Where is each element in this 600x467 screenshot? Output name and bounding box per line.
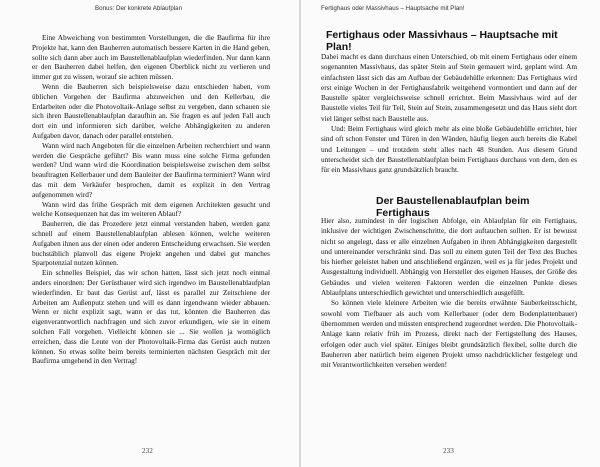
paragraph: Wenn die Bauherren sich beispielsweise dazu entschieden haben, vom üblichen Vorgehen der Baufirma abzuweichen und den Kellerbau, die Erdarbeiten oder die Photovoltaik-Anlage selbst zu vergeben, dann schauen sie sich ihren Baustellenablaufplan daraufhin an. Sie fragen es auf jeden Fall auch dort ein und informieren sich darüber, welche Abhängigkeiten zu anderen Aufgaben davor, danach oder parallel entstehen. bbox=[32, 81, 270, 140]
paragraph: Wann wird nach Angeboten für die einzelnen Arbeiten recherchiert und wann werden die Gespräche geführt? Bis wann muss eine solche Firma gefunden werden? Und wann wird die Koordination beispielsweise zwischen dem selbst beauftragten Kellerbauer und dem Bauleiter der Baufirma terminiert? Wann wird das mit dem Verkäufer besprochen, damit es explizit in den Vertrag aufgenommen wird? bbox=[32, 140, 270, 199]
paragraph: Dabei macht es dann durchaus einen Unterschied, ob mit einem Fertighaus oder einem sogenannten Massivhaus, das später Stein auf Stein gemauert wird, geplant wird. Am einfachsten lässt sich das am Aufbau der Gebäudehülle erkennen: Das Fertighaus wird erst einige Wochen in der Fertighausfabrik weitgehend vormontiert und dann auf der Baustelle später vergleichsweise schnell errichtet. Beim Massivhaus wird auf der Baustelle vieles Teil für Teil, Stein auf Stein, zusammengesetzt und das Haus sieht dort viel länger selbst nach Baustelle aus. bbox=[321, 52, 577, 123]
paragraph: Eine Abweichung von bestimmten Vorstellungen, die die Baufirma für ihre Projekte hat, kann den Bauherren automatisch bessere Karten in die Hand geben, sollte sich dann aber auch im Baustellenablaufplan wiederfinden. Nur dann kann er den Bauherren dabei helfen, den eigenen Überblick nicht zu verlieren und immer gut zu wissen, worauf sie achten müssen. bbox=[32, 33, 270, 82]
running-head-left: Bonus: Der konkrete Ablaufplan bbox=[95, 5, 183, 12]
right-body-text-2 bbox=[321, 216, 577, 370]
section-heading: Fertighaus oder Massivhaus – Hauptsache mit Plan! bbox=[326, 29, 558, 53]
right-page bbox=[301, 0, 600, 467]
paragraph: Und: Beim Fertighaus wird gleich mehr als eine bloße Gebäudehülle errichtet, hier sind oft schon Fenster und Türen in den Wänden, häufig liegen auch bereits die Kabel und Leitungen – und trotzdem steht alles nach 48 Stunden. Aus diesem Grund unterscheidet sich der Baustellenablaufplan beim Fertighaus durchaus von dem, den es für ein Massivhaus ganz grundsätzlich braucht. bbox=[321, 124, 577, 175]
paragraph: Wann wird das frühe Gespräch mit dem eigenen Architekten gesucht und welche Konsequenzen hat das im weiteren Ablauf? bbox=[32, 199, 270, 219]
paragraph: Bauherren, die das Prozedere jetzt einmal verstanden haben, werden ganz schnell auf einem Baustellenablaufplan ablesen können, welche weiteren Aufgaben ihnen aus der einen oder anderen Entscheidung erwachsen. Sie werden buchstäblich planvoll das eigene Projekt angehen und dabei gut manches Sparpotenzial nutzen können. bbox=[32, 219, 270, 268]
page-number-left: 232 bbox=[142, 446, 153, 455]
running-head-right: Fertighaus oder Massivhaus – Hauptsache mit Plan! bbox=[321, 5, 465, 12]
subsection-heading: Der Baustellenablaufplan beim Fertighaus bbox=[376, 195, 530, 219]
paragraph: Hier also, zumindest in der logischen Abfolge, ein Ablaufplan für ein Fertighaus, inklusive der wichtigen Zwischenschritte, die dort auftauchen sollten. Er ist bewusst nicht so angelegt, dass er alle einzelnen Aufgaben in ihren Abhängigkeiten dargestellt und untereinander verschränkt sind. Das soll zu einem guten Teil der Text des Buches bis hierher geleistet haben und anschließend ergänzen, weil es ja für jedes Projekt und Ausgestaltung individuell. Abhängig von Hersteller des eigenen Hauses, der Größe des Gebäudes und vielen weiteren Faktoren werden die einzelnen Punkte dieses Ablaufplans unterschiedlich gewichtet und unterschiedlich ausgefüllt. bbox=[321, 216, 577, 298]
left-page bbox=[0, 0, 299, 467]
paragraph: Ein schnelles Beispiel, das wir schon hatten, lässt sich jetzt noch einmal anders einordnen: Der Gerüstbauer wird sich irgendwo im Baustellenablaufplan wiederfinden. Er baut das Gerüst auf, lässt es parallel zur Zeitschiene der Arbeiten am Außenputz stehen und will es dann irgendwann wieder abbauen. Wenn er nicht explizit sagt, wann er das tut, könnten die Bauherren das eigenverantwortlich nachfragen und sich zuvor erkundigen, wie sie in einem solchen Fall vorgehen. Vielleicht können sie ... Sie wollen ja womöglich erreichen, dass die Leute von der Photovoltaik-Firma das Gerüst auch nutzen können. So etwas sollte beim bereits terminierten nächsten Gespräch mit der Baufirma umgehend in den Vertrag! bbox=[32, 268, 270, 366]
paragraph: So können viele kleinere Arbeiten wie die bereits erwähnte Sauberkeitsschicht, sowohl vom Tiefbauer als auch vom Kellerbauer (oder dem Bodenplattenbauer) übernommen werden und müssten entsprechend zugeordnet werden. Die Photovoltaik-Anlage kann relativ früh im Prozess, direkt nach der Fertigstellung des Hauses, erfolgen oder auch viel später. Einiges bleibt grundsätzlich flexibel, sollte durch die Bauherren aber natürlich beim eigenen Projekt umso nachdrücklicher festgelegt und mit Verantwortlichkeiten versehen werden! bbox=[321, 298, 577, 370]
page-number-right: 233 bbox=[443, 446, 454, 455]
right-body-text bbox=[321, 52, 577, 176]
left-body-text bbox=[32, 33, 270, 366]
